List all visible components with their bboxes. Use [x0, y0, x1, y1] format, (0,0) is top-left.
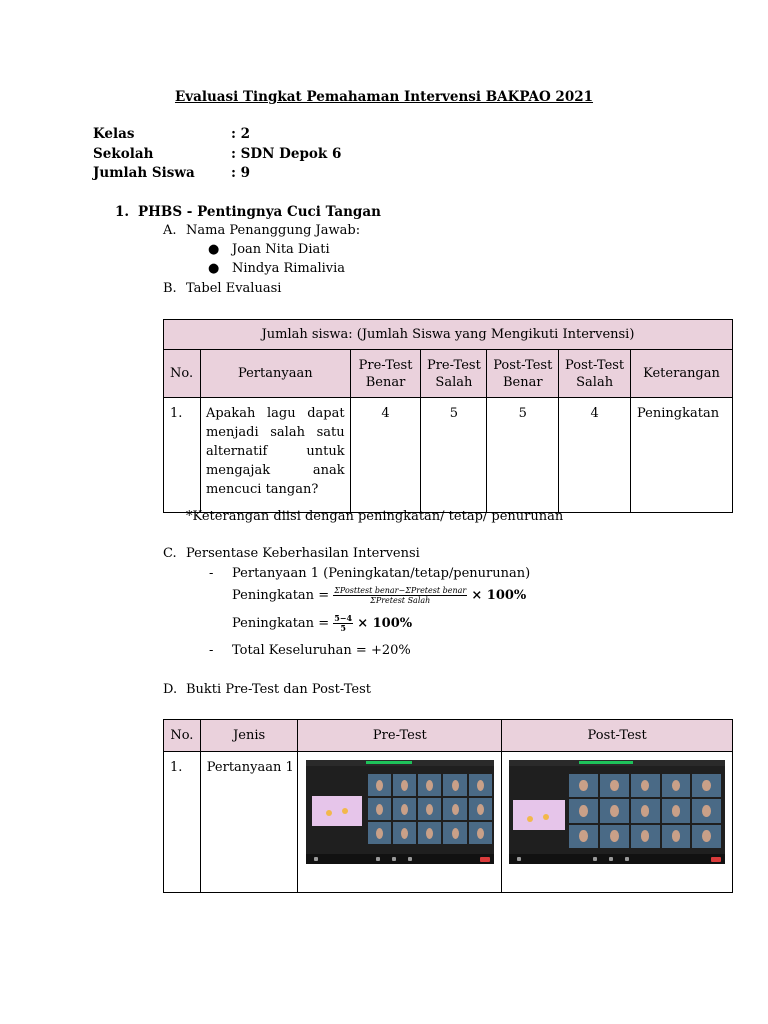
- participant-tile: [600, 799, 629, 822]
- dash-marker: -: [209, 566, 214, 581]
- cell-keterangan: Peningkatan: [631, 398, 733, 513]
- column-header-keterangan: Keterangan: [631, 350, 733, 398]
- bullet-icon: ●: [208, 242, 220, 257]
- header-line: Pre-Test: [358, 357, 413, 373]
- formula-times: × 100%: [471, 588, 527, 603]
- post-test-screenshot: [509, 760, 725, 864]
- formula-general: [232, 586, 526, 605]
- meeting-controls-bar: [509, 854, 725, 864]
- info-value-jumlah-siswa: : 9: [231, 165, 251, 181]
- chat-icon: [392, 857, 396, 861]
- participant-tile: [469, 798, 492, 820]
- participant-tile: [569, 774, 598, 797]
- participant-tile: [662, 799, 691, 822]
- header-line: Salah: [435, 374, 473, 390]
- mic-icon: [517, 857, 521, 861]
- table-caption: Jumlah siswa: (Jumlah Siswa yang Mengikuti Intervensi): [164, 320, 733, 350]
- participant-tile: [631, 825, 660, 848]
- info-value-kelas: : 2: [231, 126, 251, 142]
- pre-test-screenshot: [306, 760, 494, 864]
- slide-decoration: [342, 808, 348, 814]
- cell-no: 1.: [164, 398, 201, 513]
- participant-tile: [692, 825, 721, 848]
- column-header-pre-test: Pre-Test: [298, 720, 502, 752]
- subsection-d-marker: D.: [163, 682, 178, 697]
- slide-decoration: [543, 814, 549, 820]
- meeting-controls-bar: [306, 854, 494, 864]
- proof-table: [163, 719, 733, 893]
- header-line: Post-Test: [565, 357, 625, 373]
- participant-tile: [393, 822, 416, 844]
- participant-tile: [443, 822, 466, 844]
- chat-icon: [609, 857, 613, 861]
- header-line: Post-Test: [493, 357, 553, 373]
- participant-tile: [368, 774, 391, 796]
- column-header-post-test-benar: [487, 350, 559, 398]
- info-label-sekolah: Sekolah: [93, 146, 154, 162]
- formula-fraction: [333, 586, 467, 605]
- person-name: Nindya Rimalivia: [232, 261, 346, 276]
- participant-tile: [692, 774, 721, 797]
- document-title: Evaluasi Tingkat Pemahaman Intervensi BAKPAO 2021: [174, 89, 594, 105]
- participant-grid: [368, 774, 492, 844]
- participants-icon: [593, 857, 597, 861]
- share-icon: [625, 857, 629, 861]
- section-number: 1.: [115, 204, 130, 220]
- section-title: PHBS - Pentingnya Cuci Tangan: [138, 204, 381, 220]
- formula-label: Peningkatan =: [232, 588, 330, 603]
- formula-numerator: ΣPosttest benar−ΣPretest benar: [334, 586, 467, 595]
- calc-denominator: 5: [340, 623, 346, 633]
- dash-marker: -: [209, 643, 214, 658]
- participant-tile: [418, 798, 441, 820]
- participant-tile: [393, 798, 416, 820]
- column-header-jenis: Jenis: [200, 720, 298, 752]
- participant-tile: [569, 825, 598, 848]
- participants-icon: [376, 857, 380, 861]
- meeting-status-bar: [579, 761, 633, 764]
- cell-jenis: Pertanyaan 1: [200, 752, 298, 893]
- participant-tile: [600, 774, 629, 797]
- participant-grid: [569, 774, 721, 848]
- shared-slide-thumbnail: [312, 796, 362, 826]
- column-header-no: No.: [164, 350, 201, 398]
- header-line: Benar: [502, 374, 543, 390]
- subsection-c-label: Persentase Keberhasilan Intervensi: [186, 546, 420, 561]
- cell-pre-test-benar: 4: [350, 398, 421, 513]
- evaluation-table: [163, 319, 733, 513]
- participant-tile: [368, 798, 391, 820]
- column-header-pre-test-benar: [350, 350, 421, 398]
- end-call-icon: [480, 857, 490, 862]
- cell-post-test-image: [502, 752, 733, 893]
- cell-question: Apakah lagu dapat menjadi salah satu alternatif untuk mengajak anak mencuci tangan?: [200, 398, 350, 513]
- participant-tile: [469, 774, 492, 796]
- participant-tile: [631, 774, 660, 797]
- table-row: [164, 398, 733, 513]
- participant-tile: [692, 799, 721, 822]
- column-header-post-test-salah: [559, 350, 631, 398]
- header-line: Benar: [365, 374, 406, 390]
- subsection-a-label: Nama Penanggung Jawab:: [186, 223, 361, 238]
- slide-decoration: [527, 816, 533, 822]
- participant-tile: [418, 822, 441, 844]
- participant-tile: [368, 822, 391, 844]
- calc-label: Peningkatan =: [232, 616, 330, 631]
- person-name: Joan Nita Diati: [232, 242, 330, 257]
- participant-tile: [662, 774, 691, 797]
- bullet-icon: ●: [208, 261, 220, 276]
- meeting-status-bar: [366, 761, 412, 764]
- info-label-jumlah-siswa: Jumlah Siswa: [93, 165, 195, 181]
- column-header-pertanyaan: Pertanyaan: [200, 350, 350, 398]
- mic-icon: [314, 857, 318, 861]
- header-line: Pre-Test: [426, 357, 481, 373]
- subsection-b-marker: B.: [163, 281, 177, 296]
- table-note: *Keterangan diisi dengan peningkatan/ tetap/ penurunan: [186, 509, 564, 524]
- subsection-d-label: Bukti Pre-Test dan Post-Test: [186, 682, 371, 697]
- item-pertanyaan-1: Pertanyaan 1 (Peningkatan/tetap/penurunan): [232, 566, 531, 581]
- participant-tile: [469, 822, 492, 844]
- cell-pre-test-image: [298, 752, 502, 893]
- participant-tile: [443, 774, 466, 796]
- formula-denominator: ΣPretest Salah: [370, 596, 431, 605]
- participant-tile: [569, 799, 598, 822]
- formula-calculation: [232, 614, 412, 633]
- subsection-b-label: Tabel Evaluasi: [186, 281, 282, 296]
- info-value-sekolah: : SDN Depok 6: [231, 146, 342, 162]
- total-keseluruhan: Total Keseluruhan = +20%: [232, 643, 411, 658]
- end-call-icon: [711, 857, 721, 862]
- shared-slide-thumbnail: [513, 800, 565, 830]
- participant-tile: [443, 798, 466, 820]
- slide-decoration: [326, 810, 332, 816]
- calc-numerator: 5−4: [334, 613, 353, 623]
- calc-fraction: [333, 614, 353, 633]
- cell-post-test-salah: 4: [559, 398, 631, 513]
- share-icon: [408, 857, 412, 861]
- column-header-post-test: Post-Test: [502, 720, 733, 752]
- header-line: Salah: [576, 374, 614, 390]
- cell-post-test-benar: 5: [487, 398, 559, 513]
- participant-tile: [631, 799, 660, 822]
- participant-tile: [662, 825, 691, 848]
- cell-pre-test-salah: 5: [421, 398, 487, 513]
- info-label-kelas: Kelas: [93, 126, 135, 142]
- cell-no: 1.: [164, 752, 201, 893]
- column-header-pre-test-salah: [421, 350, 487, 398]
- calc-times: × 100%: [357, 616, 413, 631]
- participant-tile: [393, 774, 416, 796]
- column-header-no: No.: [164, 720, 201, 752]
- subsection-c-marker: C.: [163, 546, 177, 561]
- subsection-a-marker: A.: [163, 223, 177, 238]
- participant-tile: [600, 825, 629, 848]
- table-row: [164, 752, 733, 893]
- participant-tile: [418, 774, 441, 796]
